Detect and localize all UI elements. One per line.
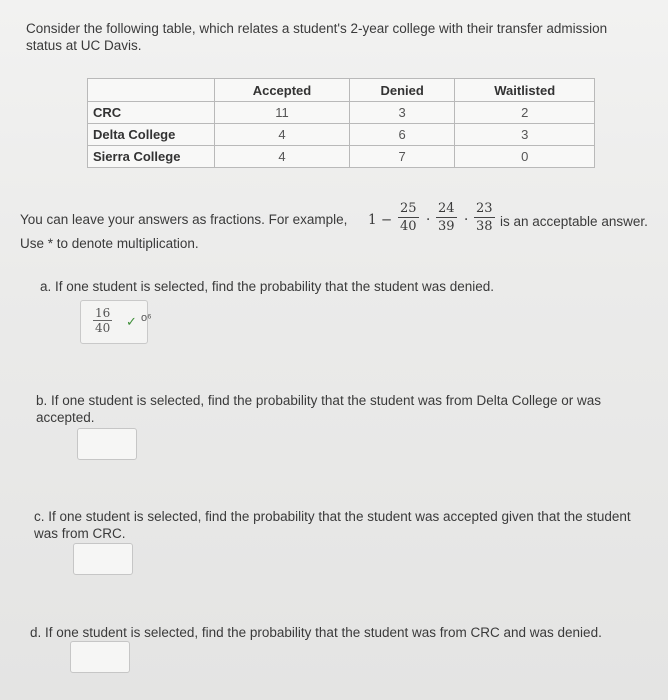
column-header: Waitlisted bbox=[455, 79, 595, 102]
table-cell: 3 bbox=[349, 102, 454, 124]
table-row bbox=[88, 102, 595, 124]
answer-d-input[interactable] bbox=[70, 641, 130, 673]
example-fraction: $\frac{25}{40}$ bbox=[400, 201, 417, 234]
check-icon: ✓ bbox=[126, 314, 137, 329]
example-fraction: $\frac{23}{38}$ bbox=[476, 201, 493, 234]
answer-c-input[interactable] bbox=[73, 543, 133, 575]
one-minus: 1 − bbox=[368, 212, 393, 228]
column-header: Accepted bbox=[215, 79, 350, 102]
example-fraction: $\frac{24}{39}$ bbox=[438, 201, 455, 234]
multiply-dot: · bbox=[426, 212, 431, 228]
table-cell: 2 bbox=[455, 102, 595, 124]
intro-text: Consider the following table, which relates a student's 2-year college with their transfer admission status at UC Davis. bbox=[26, 21, 608, 53]
question-a: a. If one student is selected, find the probability that the student was denied. bbox=[40, 279, 495, 294]
instructions-prefix: You can leave your answers as fractions. For example, bbox=[20, 212, 348, 227]
table-cell: 0 bbox=[455, 146, 595, 168]
column-header: Denied bbox=[349, 79, 454, 102]
question-c: c. If one student is selected, find the probability that the student was accepted given that the student was from CRC. bbox=[34, 509, 631, 541]
row-label: CRC bbox=[88, 102, 215, 124]
answer-a-input[interactable] bbox=[80, 300, 152, 344]
answer-a-fraction: $\frac{16}{40}$ bbox=[95, 306, 111, 335]
table-cell: 11 bbox=[215, 102, 350, 124]
question-b: b. If one student is selected, find the probability that the student was from Delta College or was accepted. bbox=[36, 393, 602, 425]
table-cell: 3 bbox=[455, 124, 595, 146]
multiplication-note: Use * to denote multiplication. bbox=[20, 236, 199, 251]
table-cell: 6 bbox=[349, 124, 454, 146]
table-cell: 4 bbox=[215, 146, 350, 168]
answer-b-input[interactable] bbox=[77, 428, 137, 460]
table-header-row bbox=[88, 79, 595, 102]
table-cell: 7 bbox=[349, 146, 454, 168]
table-cell: 4 bbox=[215, 124, 350, 146]
contingency-table bbox=[87, 78, 595, 168]
table-row bbox=[88, 146, 595, 168]
question-d: d. If one student is selected, find the probability that the student was from CRC and was denied. bbox=[30, 625, 602, 640]
row-label: Sierra College bbox=[88, 146, 215, 168]
multiply-dot: · bbox=[464, 212, 469, 228]
instructions-suffix: is an acceptable answer. bbox=[500, 214, 648, 229]
table-corner bbox=[88, 79, 215, 102]
table-row bbox=[88, 124, 595, 146]
key-icon[interactable]: o⁶ bbox=[141, 312, 152, 324]
row-label: Delta College bbox=[88, 124, 215, 146]
